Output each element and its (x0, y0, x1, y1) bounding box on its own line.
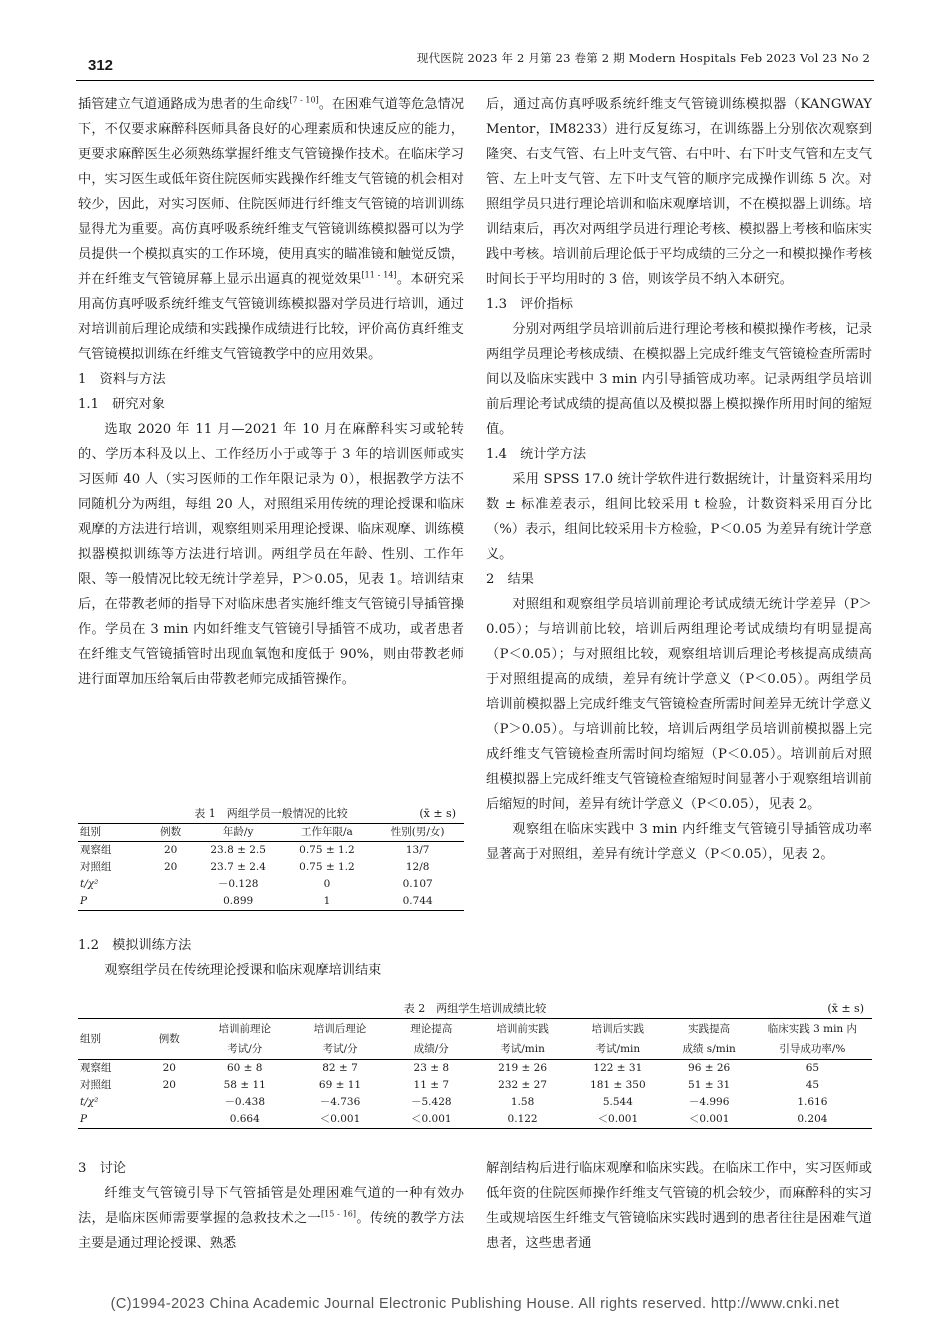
section-heading-1-2: 1.2 模拟训练方法 (78, 938, 192, 953)
running-head: 现代医院 2023 年 2 月第 23 卷第 2 期 Modern Hospitals Feb 2023 Vol 23 No 2 (416, 51, 870, 65)
paragraph-statistics: 采用 SPSS 17.0 统计学软件进行数据统计，计量资料采用均数 ± 标准差表示，组间比较采用 t 检验，计数资料采用百分比（%）表示，组间比较采用卡方检验，P＜0.05 为差异有统计学意义。 (486, 472, 872, 562)
table-2-caption: 表 2 两组学生培训成绩比较 (x̄ ± s) (78, 1000, 872, 1018)
header-rule (76, 80, 874, 81)
paragraph-indicators: 分别对两组学员培训前后进行理论考核和模拟操作考核，记录两组学员理论考核成绩、在模拟器上完成纤维支气管镜检查所需时间以及临床实践中 3 min 内引导插管成功率。记录两组学员培训前后理论考试成绩的提高值以及模拟器上模拟操作所用时间的缩短值。 (486, 322, 872, 437)
paragraph-results: 对照组和观察组学员培训前理论考试成绩无统计学差异（P＞0.05）；与培训前比较，培训后两组理论考试成绩均有明显提高（P＜0.05）；与对照组比较，观察组培训后理论考核提高成绩高于对照组提高的成绩，差异有统计学意义（P＜0.05）。两组学员培训前模拟器上完成纤维支气管镜检查所需时间差异无统计学意义（P＞0.05）。与培训前比较，培训后两组学员培训前模拟器上完成纤维支气管镜检查所需时间均缩短（P＜0.05）。培训前后对照组模拟器上完成纤维支气管镜检查缩短时间显著小于观察组培训前后缩短的时间，差异有统计学意义（P＜0.05），见表 2。 (486, 597, 872, 812)
table-2 (78, 1000, 872, 1129)
discussion-right (486, 1156, 872, 1256)
table-2-unit: (x̄ ± s) (827, 1002, 864, 1015)
paragraph-discussion-cont: 解剖结构后进行临床观摩和临床实践。在临床工作中，实习医师或低年资的住院医师操作纤维支气管镜的机会较少，而麻醉科的实习生或规培医生纤维支气管镜临床实践时遇到的患者往往是困难气道患者，这些患者通 (486, 1161, 872, 1251)
table-1-unit: (x̄ ± s) (419, 807, 456, 820)
left-column (78, 92, 464, 692)
table-row: 观察组 20 23.8 ± 2.5 0.75 ± 1.2 13/7 (80, 844, 430, 856)
table-1 (78, 805, 464, 911)
section-heading-1-1: 1.1 研究对象 (78, 397, 165, 412)
paragraph-results-2: 观察组在临床实践中 3 min 内纤维支气管镜引导插管成功率显著高于对照组，差异有统计学意义（P＜0.05），见表 2。 (486, 822, 872, 862)
left-column-lower (78, 933, 464, 983)
citation[interactable]: [15 - 16] (321, 1209, 357, 1219)
section-heading-2: 2 结果 (486, 572, 534, 587)
paragraph-discussion: 纤维支气管镜引导下气管插管是处理困难气道的一种有效办法，是临床医师需要掌握的急救技术之一[15 - 16]。传统的教学方法主要是通过理论授课、熟悉 (78, 1186, 465, 1251)
page-number: 312 (88, 57, 114, 74)
paragraph-training: 观察组学员在传统理论授课和临床观摩培训结束 (104, 963, 382, 978)
citation[interactable]: [11 - 14] (361, 270, 397, 280)
table-1-caption: 表 1 两组学员一般情况的比较 (x̄ ± s) (78, 805, 464, 823)
citation[interactable]: [7 - 10] (289, 95, 319, 105)
table-row: 观察组 20 60 ± 8 82 ± 7 23 ± 8 219 ± 26 122 ± 31 96 ± 26 65 (80, 1062, 820, 1074)
intro-paragraph: 插管建立气道通路成为患者的生命线[7 - 10]。在困难气道等危急情况下，不仅要求麻醉科医师具备良好的心理素质和快速反应的能力，更要求麻醉医生必须熟练掌握纤维支气管镜操作技术。在临床学习中，实习医生或低年资住院医师实践操作纤维支气管镜的机会相对较少，因此，对实习医师、住院医师进行纤维支气管镜的培训训练显得尤为重要。高仿真呼吸系统纤维支气管镜训练模拟器可以为学员提供一个模拟真实的工作环境，使用真实的瞄准镜和触觉反馈，并在纤维支气管镜屏幕上显示出逼真的视觉效果[11 - 14]。本研究采用高仿真呼吸系统纤维支气管镜训练模拟器对学员进行培训，通过对培训前后理论成绩和实践操作成绩进行比较，评价高仿真纤维支气管镜模拟训练在纤维支气管镜教学中的应用效果。 (78, 95, 465, 362)
table-row: 对照组 20 58 ± 11 69 ± 11 11 ± 7 232 ± 27 181 ± 350 51 ± 31 45 (80, 1079, 820, 1091)
discussion-left (78, 1156, 464, 1256)
table-header-row: 组别 例数 培训前理论 考试/分 培训后理论 考试/分 理论提高 成绩/分 培训前实践 考试/min 培训后实践 考试/min 实践提高 成绩 s/min 临床实践 3 min 内 引导成功率/% (78, 1019, 872, 1060)
copyright-footer: (C)1994-2023 China Academic Journal Electronic Publishing House. All rights reserved. http://www.cnki.net (110, 1296, 840, 1312)
section-heading-1-3: 1.3 评价指标 (486, 297, 573, 312)
section-heading-3: 3 讨论 (78, 1161, 126, 1176)
table-row: 对照组 20 23.7 ± 2.4 0.75 ± 1.2 12/8 (80, 861, 430, 873)
table-row: P 0.899 1 0.744 (78, 893, 464, 911)
table-row: t/χ² －0.128 0 0.107 (80, 878, 433, 890)
paragraph-subjects: 选取 2020 年 11 月—2021 年 10 月在麻醉科实习或轮转的、学历本科及以上、工作经历小于或等于 3 年的培训医师或实习医师 40 人（实习医师的工作年限记录为 0），根据教学方法不同随机分为两组，每组 20 人，对照组采用传统的理论授课和临床观摩的方法进行培训，观察组则采用理论授课、临床观摩、训练模拟器模拟训练等方法进行培训。两组学员在年龄、性别、工作年限、等一般情况比较无统计学差异，P＞0.05，见表 1。培训结束后，在带教老师的指导下对临床患者实施纤维支气管镜引导插管操作。学员在 3 min 内如纤维支气管镜引导插管不成功，或者患者在纤维支气管镜插管时出现血氧饱和度低于 90%，则由带教老师进行面罩加压给氧后由带教老师完成插管操作。 (78, 422, 464, 687)
section-heading-1-4: 1.4 统计学方法 (486, 447, 587, 462)
table-row: t/χ² －0.438 －4.736 －5.428 1.58 5.544 －4.996 1.616 (80, 1096, 828, 1108)
paragraph-training-cont: 后，通过高仿真呼吸系统纤维支气管镜训练模拟器（KANGWAY Mentor，IM8233）进行反复练习，在训练器上分别依次观察到隆突、右支气管、右上叶支气管、右中叶、右下叶支气管和左支气管、左上叶支气管、左下叶支气管的顺序完成操作训练 5 次。对照组学员只进行理论培训和临床观摩培训，不在模拟器上训练。培训结束后，再次对两组学员进行理论考核、模拟器上考核和临床实践中考核。培训前后理论低于平均成绩的三分之一和模拟操作考核时间长于平均用时的 3 倍，则该学员不纳入本研究。 (486, 97, 872, 287)
right-column (486, 92, 872, 867)
table-row: P 0.664 ＜0.001 ＜0.001 0.122 ＜0.001 ＜0.001 0.204 (78, 1111, 872, 1129)
table-header-row: 组别 例数 年龄/y 工作年限/a 性别(男/女) (78, 824, 464, 842)
section-heading-1: 1 资料与方法 (78, 372, 166, 387)
